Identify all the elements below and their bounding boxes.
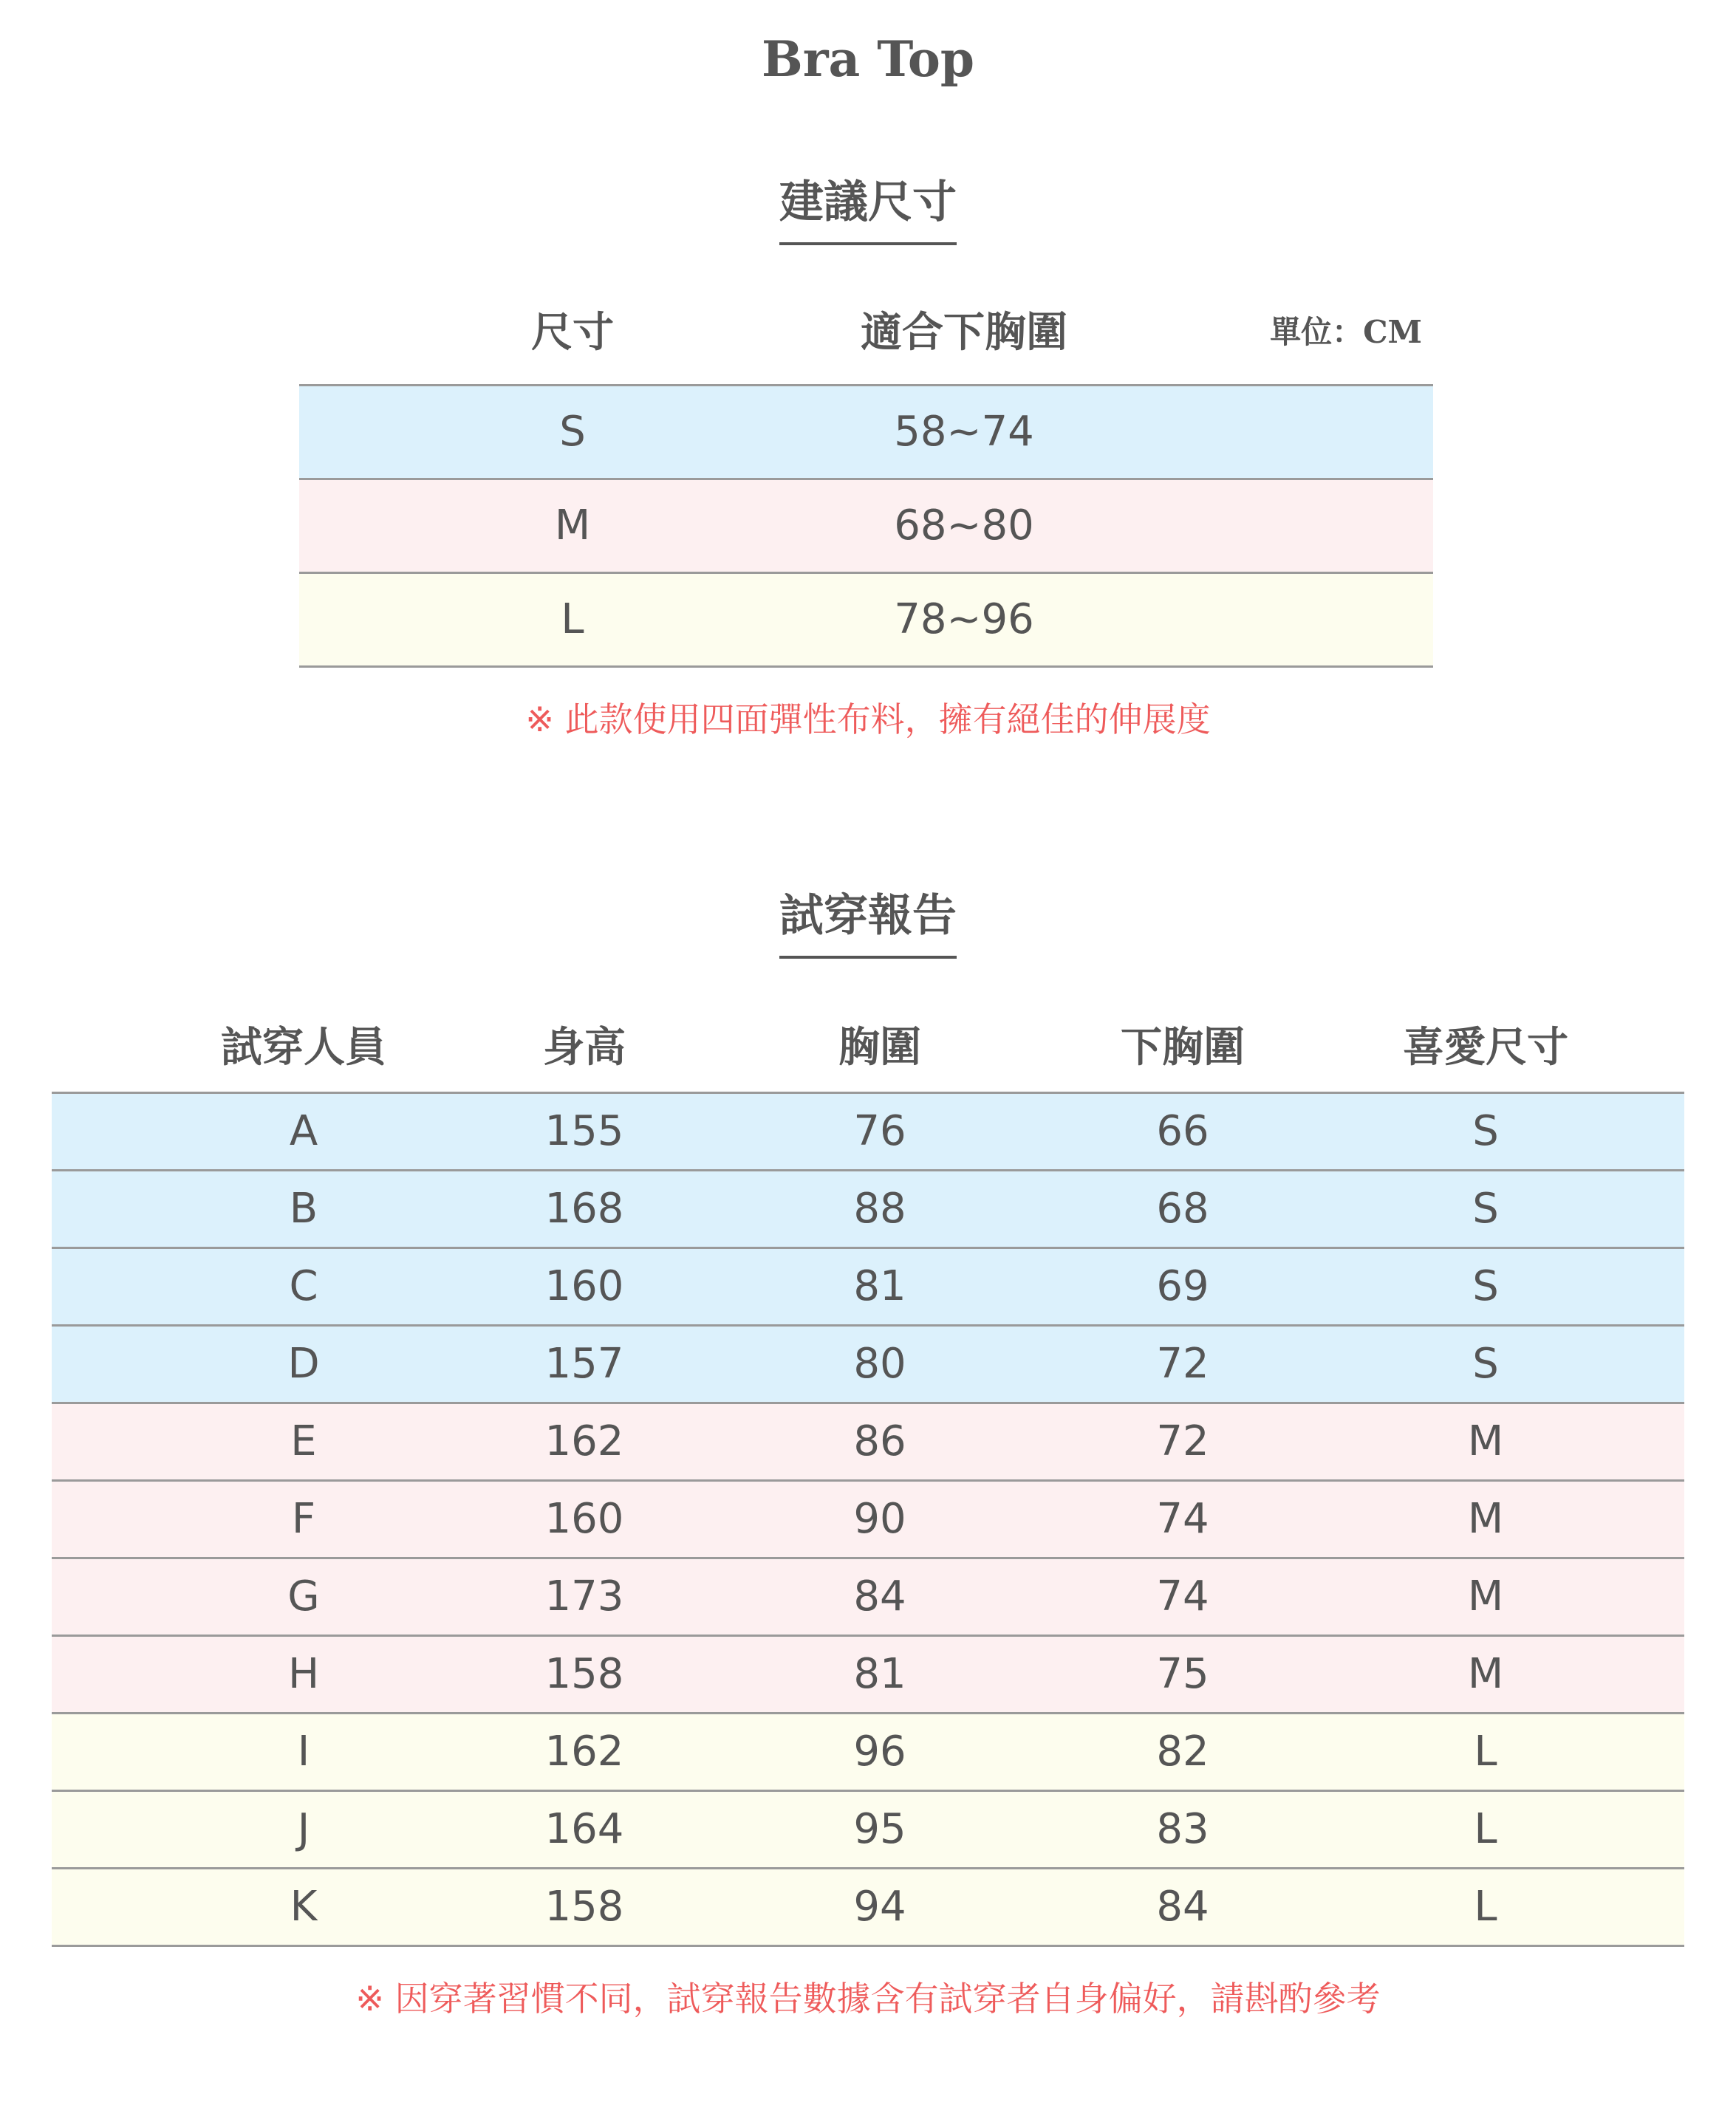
underbust-cell: 72 [1156,1340,1209,1388]
height-cell: 155 [544,1107,624,1155]
underbust-cell: 66 [1156,1107,1209,1155]
fit-header-height: 身高 [543,1023,626,1072]
bust-cell: 84 [853,1572,906,1620]
fit-rows [52,1092,1684,1947]
person-cell: K [290,1883,318,1931]
underbust-cell: 84 [1156,1883,1209,1931]
preferred-size-cell: L [1474,1728,1497,1776]
table-row [52,1247,1684,1324]
person-cell: D [287,1340,320,1388]
size-cell: L [561,595,584,643]
height-cell: 157 [544,1340,624,1388]
person-cell: H [287,1650,320,1698]
fit-section-title: 試穿報告 [779,886,957,959]
size-row [299,572,1433,668]
height-cell: 160 [544,1262,624,1310]
height-cell: 158 [544,1650,624,1698]
underbust-cell: 72 [1156,1417,1209,1465]
person-cell: C [289,1262,318,1310]
fit-report-table [52,1010,1684,1947]
table-row [52,1402,1684,1479]
size-row [299,478,1433,572]
bust-cell: 96 [853,1728,906,1776]
page-title: Bra Top [761,30,974,88]
underbust-cell: 82 [1156,1728,1209,1776]
fit-header-person: 試穿人員 [221,1023,386,1072]
underbust-range-cell: 58~74 [894,408,1034,456]
size-row [299,384,1433,478]
bust-cell: 95 [853,1805,906,1853]
size-table [299,295,1433,668]
height-cell: 173 [544,1572,624,1620]
bust-cell: 80 [853,1340,906,1388]
underbust-cell: 74 [1156,1572,1209,1620]
person-cell: A [289,1107,318,1155]
underbust-range-cell: 68~80 [894,502,1034,550]
size-note: ※ 此款使用四面彈性布料，擁有絕佳的伸展度 [525,699,1211,739]
table-row [52,1324,1684,1402]
preferred-size-cell: S [1472,1107,1499,1155]
table-row [52,1867,1684,1947]
underbust-cell: 68 [1156,1185,1209,1233]
bust-cell: 90 [853,1495,906,1543]
person-cell: I [297,1728,310,1776]
size-rows [299,384,1433,668]
underbust-cell: 83 [1156,1805,1209,1853]
underbust-range-cell: 78~96 [894,595,1034,643]
preferred-size-cell: M [1467,1495,1504,1543]
table-row [52,1169,1684,1247]
preferred-size-cell: M [1467,1650,1504,1698]
preferred-size-cell: S [1472,1262,1499,1310]
size-cell: M [554,502,591,550]
bust-cell: 81 [853,1650,906,1698]
bust-cell: 81 [853,1262,906,1310]
table-row [52,1557,1684,1635]
size-cell: S [559,408,586,456]
person-cell: G [287,1572,320,1620]
height-cell: 164 [544,1805,624,1853]
table-row [52,1635,1684,1712]
size-table-header [299,295,1433,384]
fit-table-header [52,1010,1684,1092]
fit-header-underbust: 下胸圍 [1121,1023,1245,1072]
fit-header-bust: 胸圍 [838,1023,921,1072]
height-cell: 162 [544,1417,624,1465]
height-cell: 160 [544,1495,624,1543]
preferred-size-cell: S [1472,1340,1499,1388]
preferred-size-cell: L [1474,1805,1497,1853]
fit-header-size: 喜愛尺寸 [1403,1023,1568,1072]
size-section-title: 建議尺寸 [779,173,957,245]
person-cell: J [297,1805,310,1853]
bust-cell: 94 [853,1883,906,1931]
person-cell: E [290,1417,317,1465]
underbust-cell: 75 [1156,1650,1209,1698]
table-row [52,1479,1684,1557]
height-cell: 162 [544,1728,624,1776]
bust-cell: 88 [853,1185,906,1233]
fit-note: ※ 因穿著習慣不同，試穿報告數據含有試穿者自身偏好，請斟酌參考 [355,1979,1381,2019]
table-row [52,1712,1684,1790]
preferred-size-cell: M [1467,1572,1504,1620]
table-row [52,1790,1684,1867]
bust-cell: 86 [853,1417,906,1465]
person-cell: B [289,1185,318,1233]
table-row [52,1092,1684,1169]
unit-label: 單位：CM [1270,314,1422,350]
bust-cell: 76 [853,1107,906,1155]
height-cell: 168 [544,1185,624,1233]
preferred-size-cell: M [1467,1417,1504,1465]
underbust-cell: 69 [1156,1262,1209,1310]
underbust-cell: 74 [1156,1495,1209,1543]
size-header-size: 尺寸 [531,308,614,357]
height-cell: 158 [544,1883,624,1931]
preferred-size-cell: L [1474,1883,1497,1931]
person-cell: F [291,1495,316,1543]
size-header-underbust: 適合下胸圍 [861,308,1067,357]
preferred-size-cell: S [1472,1185,1499,1233]
